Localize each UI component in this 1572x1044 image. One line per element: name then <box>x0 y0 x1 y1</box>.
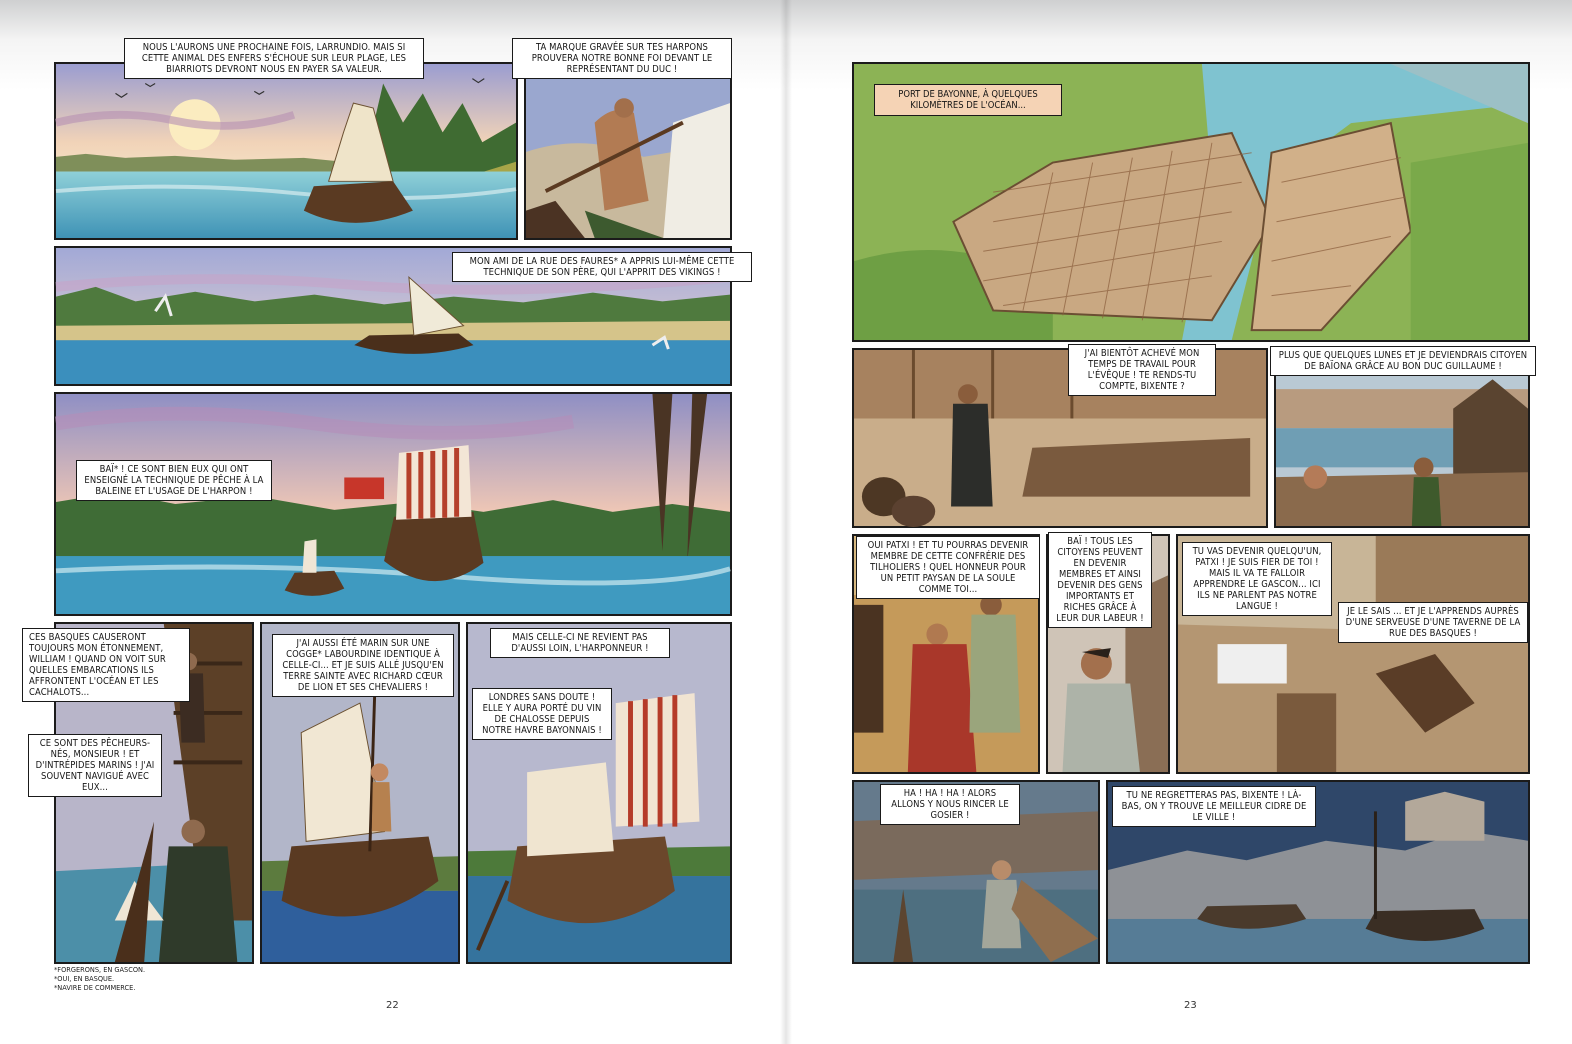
footnote-3: *NAVIRE DE COMMERCE. <box>54 984 136 992</box>
panel-ship-rowers <box>466 622 732 964</box>
panel-harbour-town <box>1106 780 1530 964</box>
speech-balloon: CE SONT DES PÊCHEURS-NÉS, MONSIEUR ! ET D'INTRÉPIDES MARINS ! J'AI SOUVENT NAVIGUÉ AVEC EUX... <box>28 734 162 797</box>
panel-laughing-dock <box>852 780 1100 964</box>
speech-balloon: JE LE SAIS ... ET JE L'APPRENDS AUPRÈS D'UNE SERVEUSE D'UNE TAVERNE DE LA RUE DES BASQUES ! <box>1338 602 1528 643</box>
speech-balloon: CES BASQUES CAUSERONT TOUJOURS MON ÉTONNEMENT, WILLIAM ! QUAND ON VOIT SUR QUELLES EMBARCATIONS ILS AFFRONTENT L'OCÉAN ET LES CACHALOTS... <box>22 628 190 702</box>
speech-balloon: TA MARQUE GRAVÉE SUR TES HARPONS PROUVERA NOTRE BONNE FOI DEVANT LE REPRÉSENTANT DU DUC ! <box>512 38 732 79</box>
speech-balloon: TU NE REGRETTERAS PAS, BIXENTE ! LÀ-BAS, ON Y TROUVE LE MEILLEUR CIDRE DE LE VILLE ! <box>1112 786 1316 827</box>
panel-harpoon-man <box>524 42 732 240</box>
panel-sunset-river <box>54 42 518 240</box>
speech-balloon: HA ! HA ! HA ! ALORS ALLONS Y NOUS RINCER LE GOSIER ! <box>880 784 1020 825</box>
footnote-2: *OUI, EN BASQUE. <box>54 975 115 983</box>
speech-balloon: J'AI AUSSI ÉTÉ MARIN SUR UNE COGGE* LABOURDINE IDENTIQUE À CELLE-CI... ET JE SUIS ALLÉ JUSQU'EN TERRE SAINTE AVEC RICHARD CŒUR DE LION ET SES CHEVALIERS ! <box>272 634 454 697</box>
panel-cog-ship <box>54 392 732 616</box>
panel-harbour-work <box>1274 348 1530 528</box>
speech-balloon: OUI PATXI ! ET TU POURRAS DEVENIR MEMBRE DE CETTE CONFRÉRIE DES TILHOLIERS ! QUEL HONNEUR POUR UN PETIT PAYSAN DE LA SOULE COMME TOI... <box>856 536 1040 599</box>
narration-caption: PORT DE BAYONNE, À QUELQUES KILOMÈTRES DE L'OCÉAN... <box>874 84 1062 116</box>
speech-balloon: BAÏ* ! CE SONT BIEN EUX QUI ONT ENSEIGNÉ LA TECHNIQUE DE PÊCHE À LA BALEINE ET L'USAGE DE L'HARPON ! <box>76 460 272 501</box>
panel-sail-boat <box>260 622 460 964</box>
speech-balloon: MON AMI DE LA RUE DES FAURES* A APPRIS LUI-MÊME CETTE TECHNIQUE DE SON PÈRE, QUI L'APPRIT DES VIKINGS ! <box>452 252 752 282</box>
panel-tired-man <box>1046 534 1170 774</box>
panel-horse-market <box>1176 534 1530 774</box>
panel-deck-men <box>29 622 254 964</box>
panel-field-workers <box>852 534 1040 774</box>
speech-balloon: NOUS L'AURONS UNE PROCHAINE FOIS, LARRUNDIO. MAIS SI CETTE ANIMAL DES ENFERS S'ÉCHOUE SUR LEUR PLAGE, LES BIARRIOTS DEVRONT NOUS EN PAYER SA VALEUR. <box>124 38 424 79</box>
footnote-list <box>54 966 145 993</box>
panel-bayonne-aerial <box>852 62 1530 342</box>
panel-wide-river <box>54 246 735 386</box>
page-number: 23 <box>1184 1000 1197 1011</box>
page-number: 22 <box>386 1000 399 1011</box>
right-page <box>786 0 1572 1044</box>
speech-balloon: BAÏ ! TOUS LES CITOYENS PEUVENT EN DEVENIR MEMBRES ET AINSI DEVENIR DES GENS IMPORTANTS ET RICHES GRÂCE À LEUR DUR LABEUR ! <box>1048 532 1152 628</box>
speech-balloon: LONDRES SANS DOUTE ! ELLE Y AURA PORTÉ DU VIN DE CHALOSSE DEPUIS NOTRE HAVRE BAYONNAIS ! <box>472 688 612 740</box>
panel-workers-digging <box>852 348 1268 528</box>
speech-balloon: PLUS QUE QUELQUES LUNES ET JE DEVIENDRAIS CITOYEN DE BAÏONA GRÂCE AU BON DUC GUILLAUME ! <box>1270 346 1536 376</box>
speech-balloon: TU VAS DEVENIR QUELQU'UN, PATXI ! JE SUIS FIER DE TOI ! MAIS IL VA TE FALLOIR APPRENDRE LE GASCON... ICI ILS NE PARLENT PAS NOTRE LANGUE ! <box>1182 542 1332 616</box>
footnote-1: *FORGERONS, EN GASCON. <box>54 966 146 974</box>
speech-balloon: J'AI BIENTÔT ACHEVÉ MON TEMPS DE TRAVAIL POUR L'ÉVÊQUE ! TE RENDS-TU COMPTE, BIXENTE ? <box>1068 344 1216 396</box>
speech-balloon: MAIS CELLE-CI NE REVIENT PAS D'AUSSI LOIN, L'HARPONNEUR ! <box>490 628 670 658</box>
